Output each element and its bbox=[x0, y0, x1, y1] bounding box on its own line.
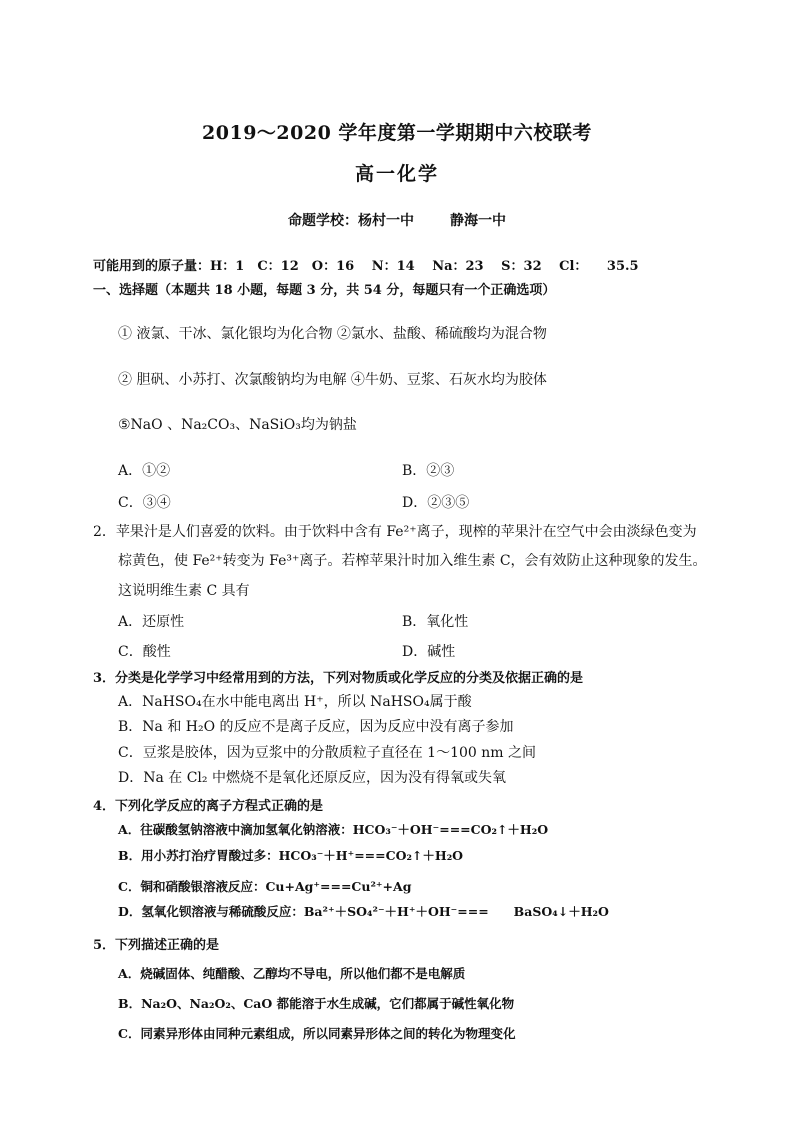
setter-schools bbox=[0, 210, 794, 230]
exam-title: 2019～2020 学年度第一学期期中六校联考 bbox=[202, 122, 592, 144]
q1-option-d: D．②③⑤ bbox=[402, 495, 470, 511]
q2-stem-line-3: 这说明维生素 C 具有 bbox=[118, 583, 250, 599]
q4-option-d: D．氢氧化钡溶液与稀硫酸反应：Ba²⁺＋SO₄²⁻＋H⁺＋OH⁻=== BaSO₄↓＋H₂O bbox=[118, 904, 609, 919]
q1-option-b: B．②③ bbox=[402, 463, 455, 479]
q2-option-a: A．还原性 bbox=[118, 614, 185, 630]
setter-school-1: 命题学校：杨村一中 bbox=[288, 213, 414, 229]
q2-option-b: B．氧化性 bbox=[402, 614, 469, 630]
q5-option-a: A．烧碱固体、纯醋酸、乙醇均不导电，所以他们都不是电解质 bbox=[118, 966, 466, 981]
exam-subject: 高一化学 bbox=[354, 163, 439, 185]
q5-option-c: C．同素异形体由同种元素组成，所以同素异形体之间的转化为物理变化 bbox=[118, 1026, 516, 1041]
q2-option-c: C．酸性 bbox=[118, 644, 171, 660]
q4-option-a: A．往碳酸氢钠溶液中滴加氢氧化钠溶液：HCO₃⁻＋OH⁻===CO₂↑＋H₂O bbox=[118, 822, 549, 837]
setter-school-2: 静海一中 bbox=[450, 213, 506, 229]
q3-stem: 3．分类是化学学习中经常用到的方法，下列对物质或化学反应的分类及依据正确的是 bbox=[93, 671, 584, 686]
q5-option-b: B．Na₂O、Na₂O₂、CaO 都能溶于水生成碱，它们都属于碱性氧化物 bbox=[118, 996, 515, 1011]
q5-stem: 5．下列描述正确的是 bbox=[93, 938, 220, 953]
q2-option-d: D．碱性 bbox=[402, 644, 456, 660]
q4-option-b: B．用小苏打治疗胃酸过多：HCO₃⁻＋H⁺===CO₂↑＋H₂O bbox=[118, 848, 464, 863]
q3-option-b: B．Na 和 H₂O 的反应不是离子反应，因为反应中没有离子参加 bbox=[118, 719, 514, 735]
q4-stem: 4．下列化学反应的离子方程式正确的是 bbox=[93, 799, 324, 814]
q2-stem-line-1: 2．苹果汁是人们喜爱的饮料。由于饮料中含有 Fe²⁺离子，现榨的苹果汁在空气中会由淡绿色变为 bbox=[93, 524, 697, 540]
q4-option-c: C．铜和硝酸银溶液反应：Cu+Ag⁺===Cu²⁺+Ag bbox=[118, 879, 412, 894]
q3-option-c: C．豆浆是胶体，因为豆浆中的分散质粒子直径在 1～100 nm 之间 bbox=[118, 745, 536, 761]
atomic-masses: 可能用到的原子量：H：1 C：12 O：16 N：14 Na：23 S：32 Cl： 35.5 bbox=[93, 259, 639, 274]
q1-statement-1: ① 液氯、干冰、氯化银均为化合物 ②氯水、盐酸、稀硫酸均为混合物 bbox=[118, 326, 547, 342]
section-title: 一、选择题（本题共 18 小题，每题 3 分，共 54 分，每题只有一个正确选项） bbox=[93, 283, 556, 298]
q3-option-d: D．Na 在 Cl₂ 中燃烧不是氧化还原反应，因为没有得氧或失氧 bbox=[118, 770, 506, 786]
q2-stem-line-2: 棕黄色，使 Fe²⁺转变为 Fe³⁺离子。若榨苹果汁时加入维生素 C，会有效防止这种现象的发生。 bbox=[118, 553, 707, 569]
q1-option-c: C．③④ bbox=[118, 495, 171, 511]
q1-statement-3: ⑤NaO 、Na₂CO₃、NaSiO₃均为钠盐 bbox=[118, 417, 357, 433]
q3-option-a: A．NaHSO₄在水中能电离出 H⁺，所以 NaHSO₄属于酸 bbox=[118, 694, 472, 710]
q1-option-a: A．①② bbox=[118, 463, 171, 479]
q1-statement-2: ② 胆矾、小苏打、次氯酸钠均为电解 ④牛奶、豆浆、石灰水均为胶体 bbox=[118, 372, 547, 388]
